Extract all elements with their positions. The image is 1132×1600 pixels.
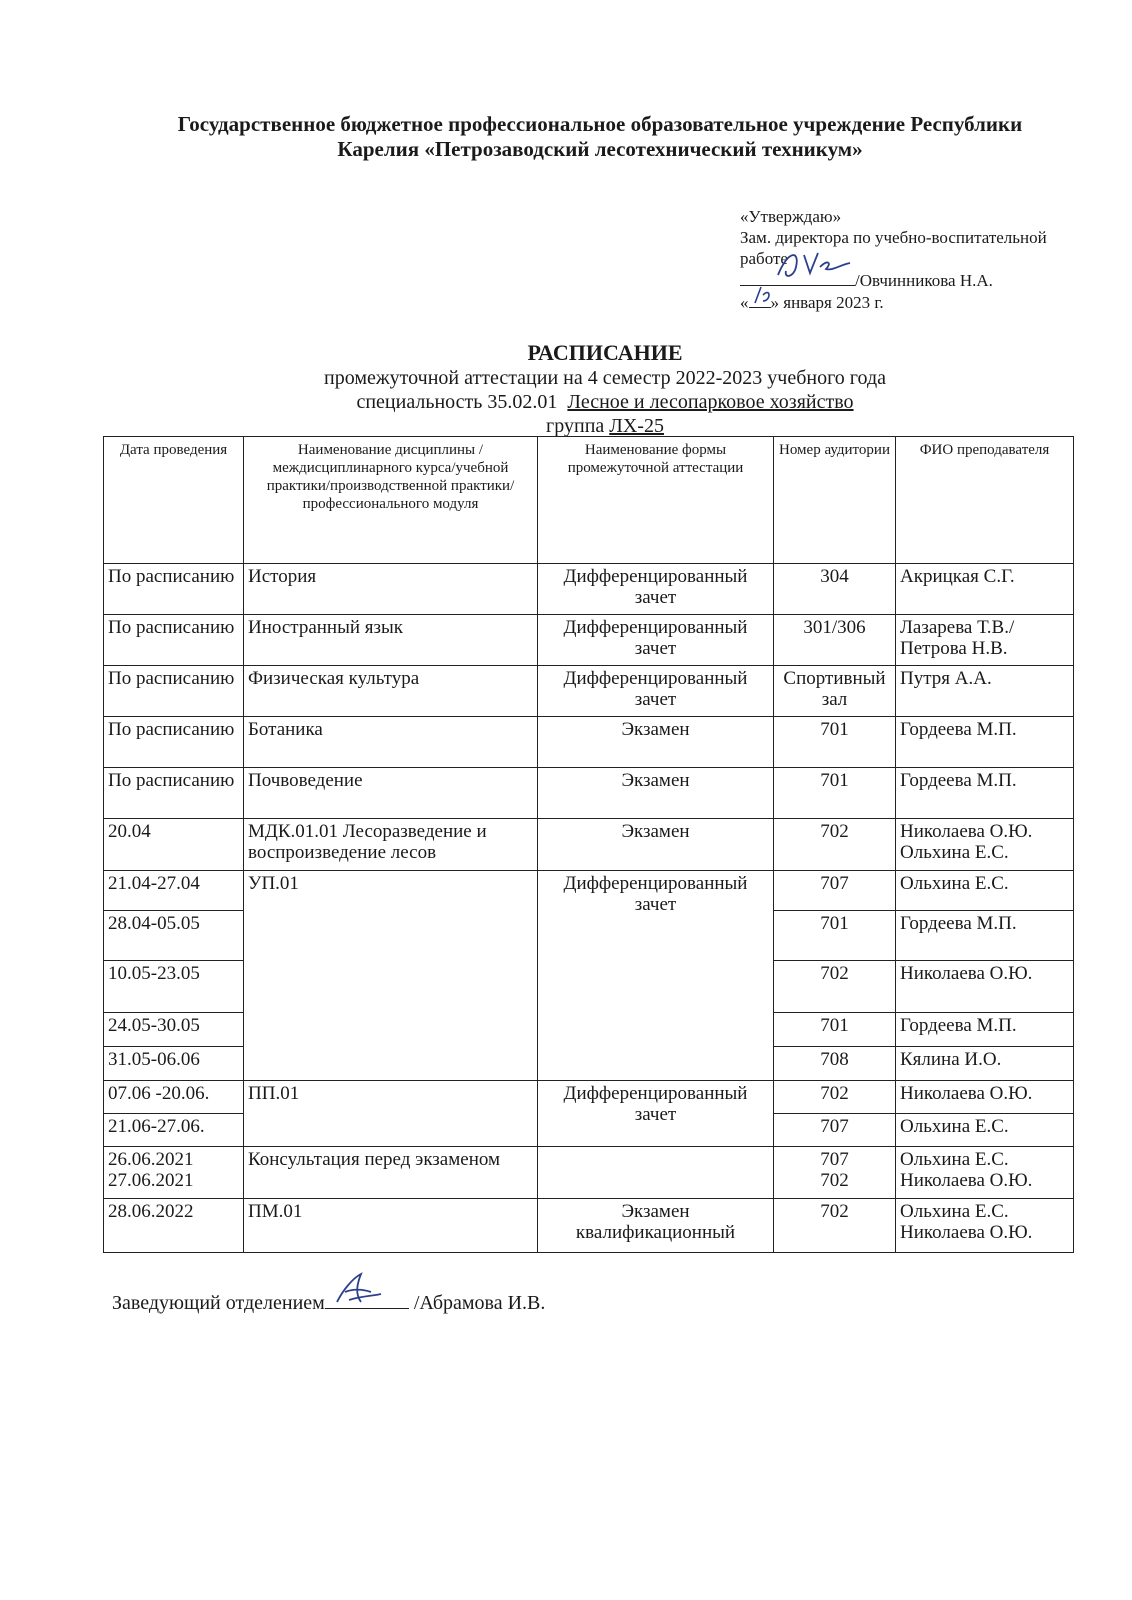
date-day-blank	[749, 291, 771, 308]
cell-teacher: Кялина И.О.	[896, 1047, 1074, 1081]
table-row	[104, 564, 1074, 615]
cell-room: 708	[774, 1047, 896, 1081]
handwritten-signature-icon	[331, 1270, 391, 1310]
cell-room: 707	[774, 871, 896, 911]
cell-form: Дифференцированный зачет	[538, 615, 774, 666]
cell-form: Дифференцированный зачет	[538, 666, 774, 717]
table-row	[104, 768, 1074, 819]
cell-discipline: ПП.01	[244, 1081, 538, 1147]
date-line-2: 27.06.2021	[108, 1170, 194, 1191]
cell-teacher: Гордеева М.П.	[896, 768, 1074, 819]
cell-teacher: Гордеева М.П.	[896, 911, 1074, 961]
cell-date: По расписанию	[104, 564, 244, 615]
cell-date: По расписанию	[104, 768, 244, 819]
table-row	[104, 1081, 1074, 1114]
handwritten-day-icon	[751, 283, 773, 307]
cell-date: 28.04-05.05	[104, 911, 244, 961]
cell-form: Дифференцированный зачет	[538, 1081, 774, 1147]
cell-form: Экзамен	[538, 819, 774, 871]
teacher-line-1: Ольхина Е.С.	[900, 1201, 1009, 1222]
cell-date: 24.05-30.05	[104, 1013, 244, 1047]
cell-teacher: Николаева О.Ю.	[896, 1081, 1074, 1114]
cell-room: 702	[774, 1199, 896, 1253]
header-teacher: ФИО преподавателя	[896, 437, 1074, 564]
approval-signer-name: /Овчинникова Н.А.	[855, 271, 993, 290]
header-room: Номер аудитории	[774, 437, 896, 564]
cell-date: 21.06-27.06.	[104, 1114, 244, 1147]
header-discipline: Наименование дисциплины /междисциплинарного курса/учебной практики/производственной практики/профессионального модуля	[244, 437, 538, 564]
approval-signature-line	[740, 269, 1110, 291]
table-row	[104, 1199, 1074, 1253]
cell-discipline: ПМ.01	[244, 1199, 538, 1253]
schedule-table	[103, 436, 1074, 1253]
approval-block	[740, 206, 1110, 313]
approval-line-1: «Утверждаю»	[740, 207, 842, 226]
org-line-1: Государственное бюджетное профессиональное образовательное учреждение Республики	[177, 112, 1023, 136]
table-row	[104, 819, 1074, 871]
approval-date	[740, 291, 1110, 313]
table-row	[104, 871, 1074, 911]
cell-teacher	[896, 1199, 1074, 1253]
cell-room: 702	[774, 819, 896, 871]
table-header-row	[104, 437, 1074, 564]
organization-name	[120, 112, 1080, 162]
title-line-1: промежуточной аттестации на 4 семестр 2022-2023 учебного года	[324, 367, 886, 389]
cell-room: 701	[774, 911, 896, 961]
date-rest: » января 2023 г.	[770, 293, 884, 312]
group-line	[0, 414, 1132, 438]
cell-discipline: Консультация перед экзаменом	[244, 1147, 538, 1199]
footer-signature	[112, 1290, 545, 1315]
cell-room	[774, 1147, 896, 1199]
cell-form	[538, 1147, 774, 1199]
header-date: Дата проведения	[104, 437, 244, 564]
cell-room: 304	[774, 564, 896, 615]
cell-teacher: Путря А.А.	[896, 666, 1074, 717]
cell-teacher: Николаева О.Ю.	[896, 961, 1074, 1013]
cell-form: Экзамен квалификационный	[538, 1199, 774, 1253]
cell-date: По расписанию	[104, 666, 244, 717]
cell-teacher: Ольхина Е.С.	[896, 1114, 1074, 1147]
cell-date: 20.04	[104, 819, 244, 871]
cell-room: 702	[774, 1081, 896, 1114]
document-title: РАСПИСАНИЕ	[527, 340, 683, 365]
cell-discipline: МДК.01.01 Лесоразведение и воспроизведение лесов	[244, 819, 538, 871]
cell-form: Экзамен	[538, 717, 774, 768]
table-row	[104, 717, 1074, 768]
cell-teacher: Гордеева М.П.	[896, 717, 1074, 768]
table-row	[104, 615, 1074, 666]
cell-room: 701	[774, 1013, 896, 1047]
cell-teacher: Николаева О.Ю. Ольхина Е.С.	[896, 819, 1074, 871]
cell-date: 10.05-23.05	[104, 961, 244, 1013]
cell-room: 701	[774, 768, 896, 819]
specialty-line	[0, 390, 1132, 414]
cell-teacher: Лазарева Т.В./ Петрова Н.В.	[896, 615, 1074, 666]
cell-discipline: История	[244, 564, 538, 615]
room-line-2: 702	[820, 1170, 849, 1191]
cell-date: 21.04-27.04	[104, 871, 244, 911]
approval-line-2: Зам. директора по учебно-воспитательной	[740, 228, 1047, 247]
teacher-line-2: Николаева О.Ю.	[900, 1170, 1033, 1191]
teacher-line-1: Ольхина Е.С.	[900, 1149, 1009, 1170]
footer-signer-name: /Абрамова И.В.	[413, 1292, 546, 1314]
date-line-1: 26.06.2021	[108, 1149, 194, 1170]
cell-teacher	[896, 1147, 1074, 1199]
cell-date: 31.05-06.06	[104, 1047, 244, 1081]
specialty-name: Лесное и лесопарковое хозяйство	[567, 391, 854, 413]
cell-room: 701	[774, 717, 896, 768]
cell-teacher: Гордеева М.П.	[896, 1013, 1074, 1047]
cell-date	[104, 1147, 244, 1199]
cell-room: 301/306	[774, 615, 896, 666]
cell-room: Спортивный зал	[774, 666, 896, 717]
date-quote-open: «	[740, 293, 749, 312]
cell-discipline: Ботаника	[244, 717, 538, 768]
teacher-line-2: Николаева О.Ю.	[900, 1222, 1033, 1243]
cell-form: Экзамен	[538, 768, 774, 819]
room-line-1: 707	[820, 1149, 849, 1170]
cell-room: 707	[774, 1114, 896, 1147]
footer-signature-blank	[325, 1290, 409, 1309]
cell-discipline: Иностранный язык	[244, 615, 538, 666]
cell-discipline: Физическая культура	[244, 666, 538, 717]
cell-teacher: Акрицкая С.Г.	[896, 564, 1074, 615]
specialty-code: специальность 35.02.01	[356, 391, 558, 413]
cell-room: 702	[774, 961, 896, 1013]
table-row	[104, 1147, 1074, 1199]
cell-discipline: УП.01	[244, 871, 538, 1081]
cell-date: 07.06 -20.06.	[104, 1081, 244, 1114]
table-row	[104, 666, 1074, 717]
cell-form: Дифференцированный зачет	[538, 871, 774, 1081]
group-label: группа	[546, 415, 605, 437]
cell-teacher: Ольхина Е.С.	[896, 871, 1074, 911]
header-form: Наименование формы промежуточной аттестации	[538, 437, 774, 564]
handwritten-signature-icon	[770, 245, 860, 285]
cell-form: Дифференцированный зачет	[538, 564, 774, 615]
cell-date: По расписанию	[104, 615, 244, 666]
cell-date: По расписанию	[104, 717, 244, 768]
approval-line-3: работе	[740, 249, 788, 268]
cell-date: 28.06.2022	[104, 1199, 244, 1253]
footer-label: Заведующий отделением	[112, 1292, 325, 1314]
cell-discipline: Почвоведение	[244, 768, 538, 819]
org-line-2: Карелия «Петрозаводский лесотехнический техникум»	[337, 137, 863, 161]
group-name: ЛХ-25	[609, 415, 664, 437]
